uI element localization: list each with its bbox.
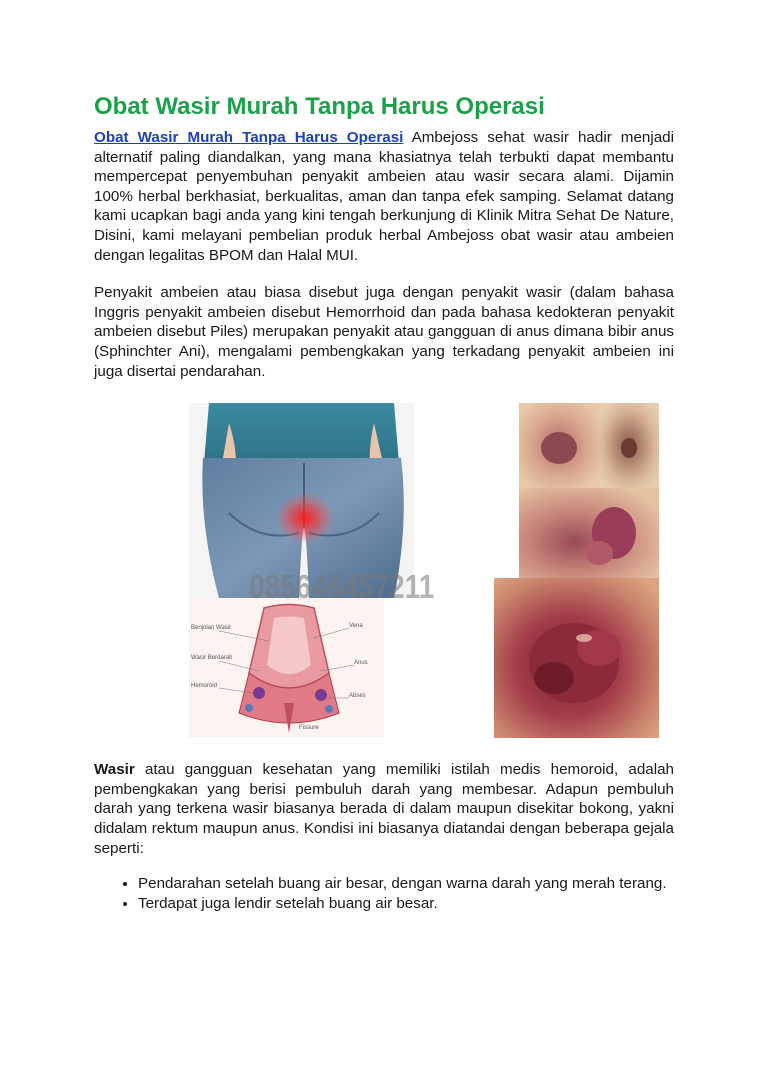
clinical-photos xyxy=(494,403,659,738)
hemorrhoid-illustration xyxy=(189,403,659,738)
anatomy-label: Vena xyxy=(349,623,363,630)
intro-paragraph xyxy=(94,128,674,265)
list-item: • Pendarahan setelah buang air besar, dengan warna darah yang merah terang. xyxy=(138,874,674,894)
intro-text: Ambejoss sehat wasir hadir menjadi alternatif paling diandalkan, yang mana khasiatnya telah terbukti dapat membantu mempercepat penyembuhan penyakit ambeien atau wasir secara alami. Dijamin 100% herbal berkhasiat, berkualitas, aman dan tanpa efek samping. Selamat datang kami ucapkan bagi anda yang kini tengah berkunjung di Klinik Mitra Sehat De Nature, Disini, kami melayani pembelian produk herbal Ambejoss obat wasir atau ambeien dengan legalitas BPOM dan Halal MUI. xyxy=(94,129,674,264)
document-page xyxy=(94,92,674,913)
wasir-bold-term: Wasir xyxy=(94,761,135,779)
symptom-list xyxy=(94,874,674,913)
anatomy-label: Benjolan Wasir xyxy=(191,625,232,632)
anatomy-label: Anus xyxy=(354,660,368,667)
anatomy-label: Fissure xyxy=(299,725,319,732)
page-title: Obat Wasir Murah Tanpa Harus Operasi xyxy=(94,93,545,120)
anatomy-diagram xyxy=(189,598,384,738)
definition-paragraph: Penyakit ambeien atau biasa disebut juga dengan penyakit wasir (dalam bahasa Inggris penyakit ambeien disebut Hemorrhoid dan pada bahasa kedokteran penyakit ambeien disebut Piles) merupakan penyakit atau gangguan di anus dimana bibir anus (Sphinchter Ani), mengalami pembengkakan yang terkadang penyakit ambeien ini juga disertai pendarahan. xyxy=(94,284,674,380)
wasir-text: atau gangguan kesehatan yang memiliki istilah medis hemoroid, adalah pembengkakan yang berisi pembuluh darah yang membesar. Adapun pembuluh darah yang terkena wasir biasanya berada di dalam maupun disekitar bokong, yakni didalam rektum maupun anus. Kondisi ini biasanya diatandai dengan beberapa gejala seperti: xyxy=(94,761,674,857)
anatomy-label: Wasir Berdarah xyxy=(191,655,233,662)
title-link[interactable]: Obat Wasir Murah Tanpa Harus Operasi xyxy=(94,129,404,146)
anatomy-label: Abses xyxy=(349,693,366,700)
phone-watermark: 085646457211 xyxy=(249,567,435,606)
wasir-paragraph xyxy=(94,760,674,858)
list-item: • Terdapat juga lendir setelah buang air besar. xyxy=(138,894,674,914)
anatomy-label: Hemoroid xyxy=(191,683,218,690)
